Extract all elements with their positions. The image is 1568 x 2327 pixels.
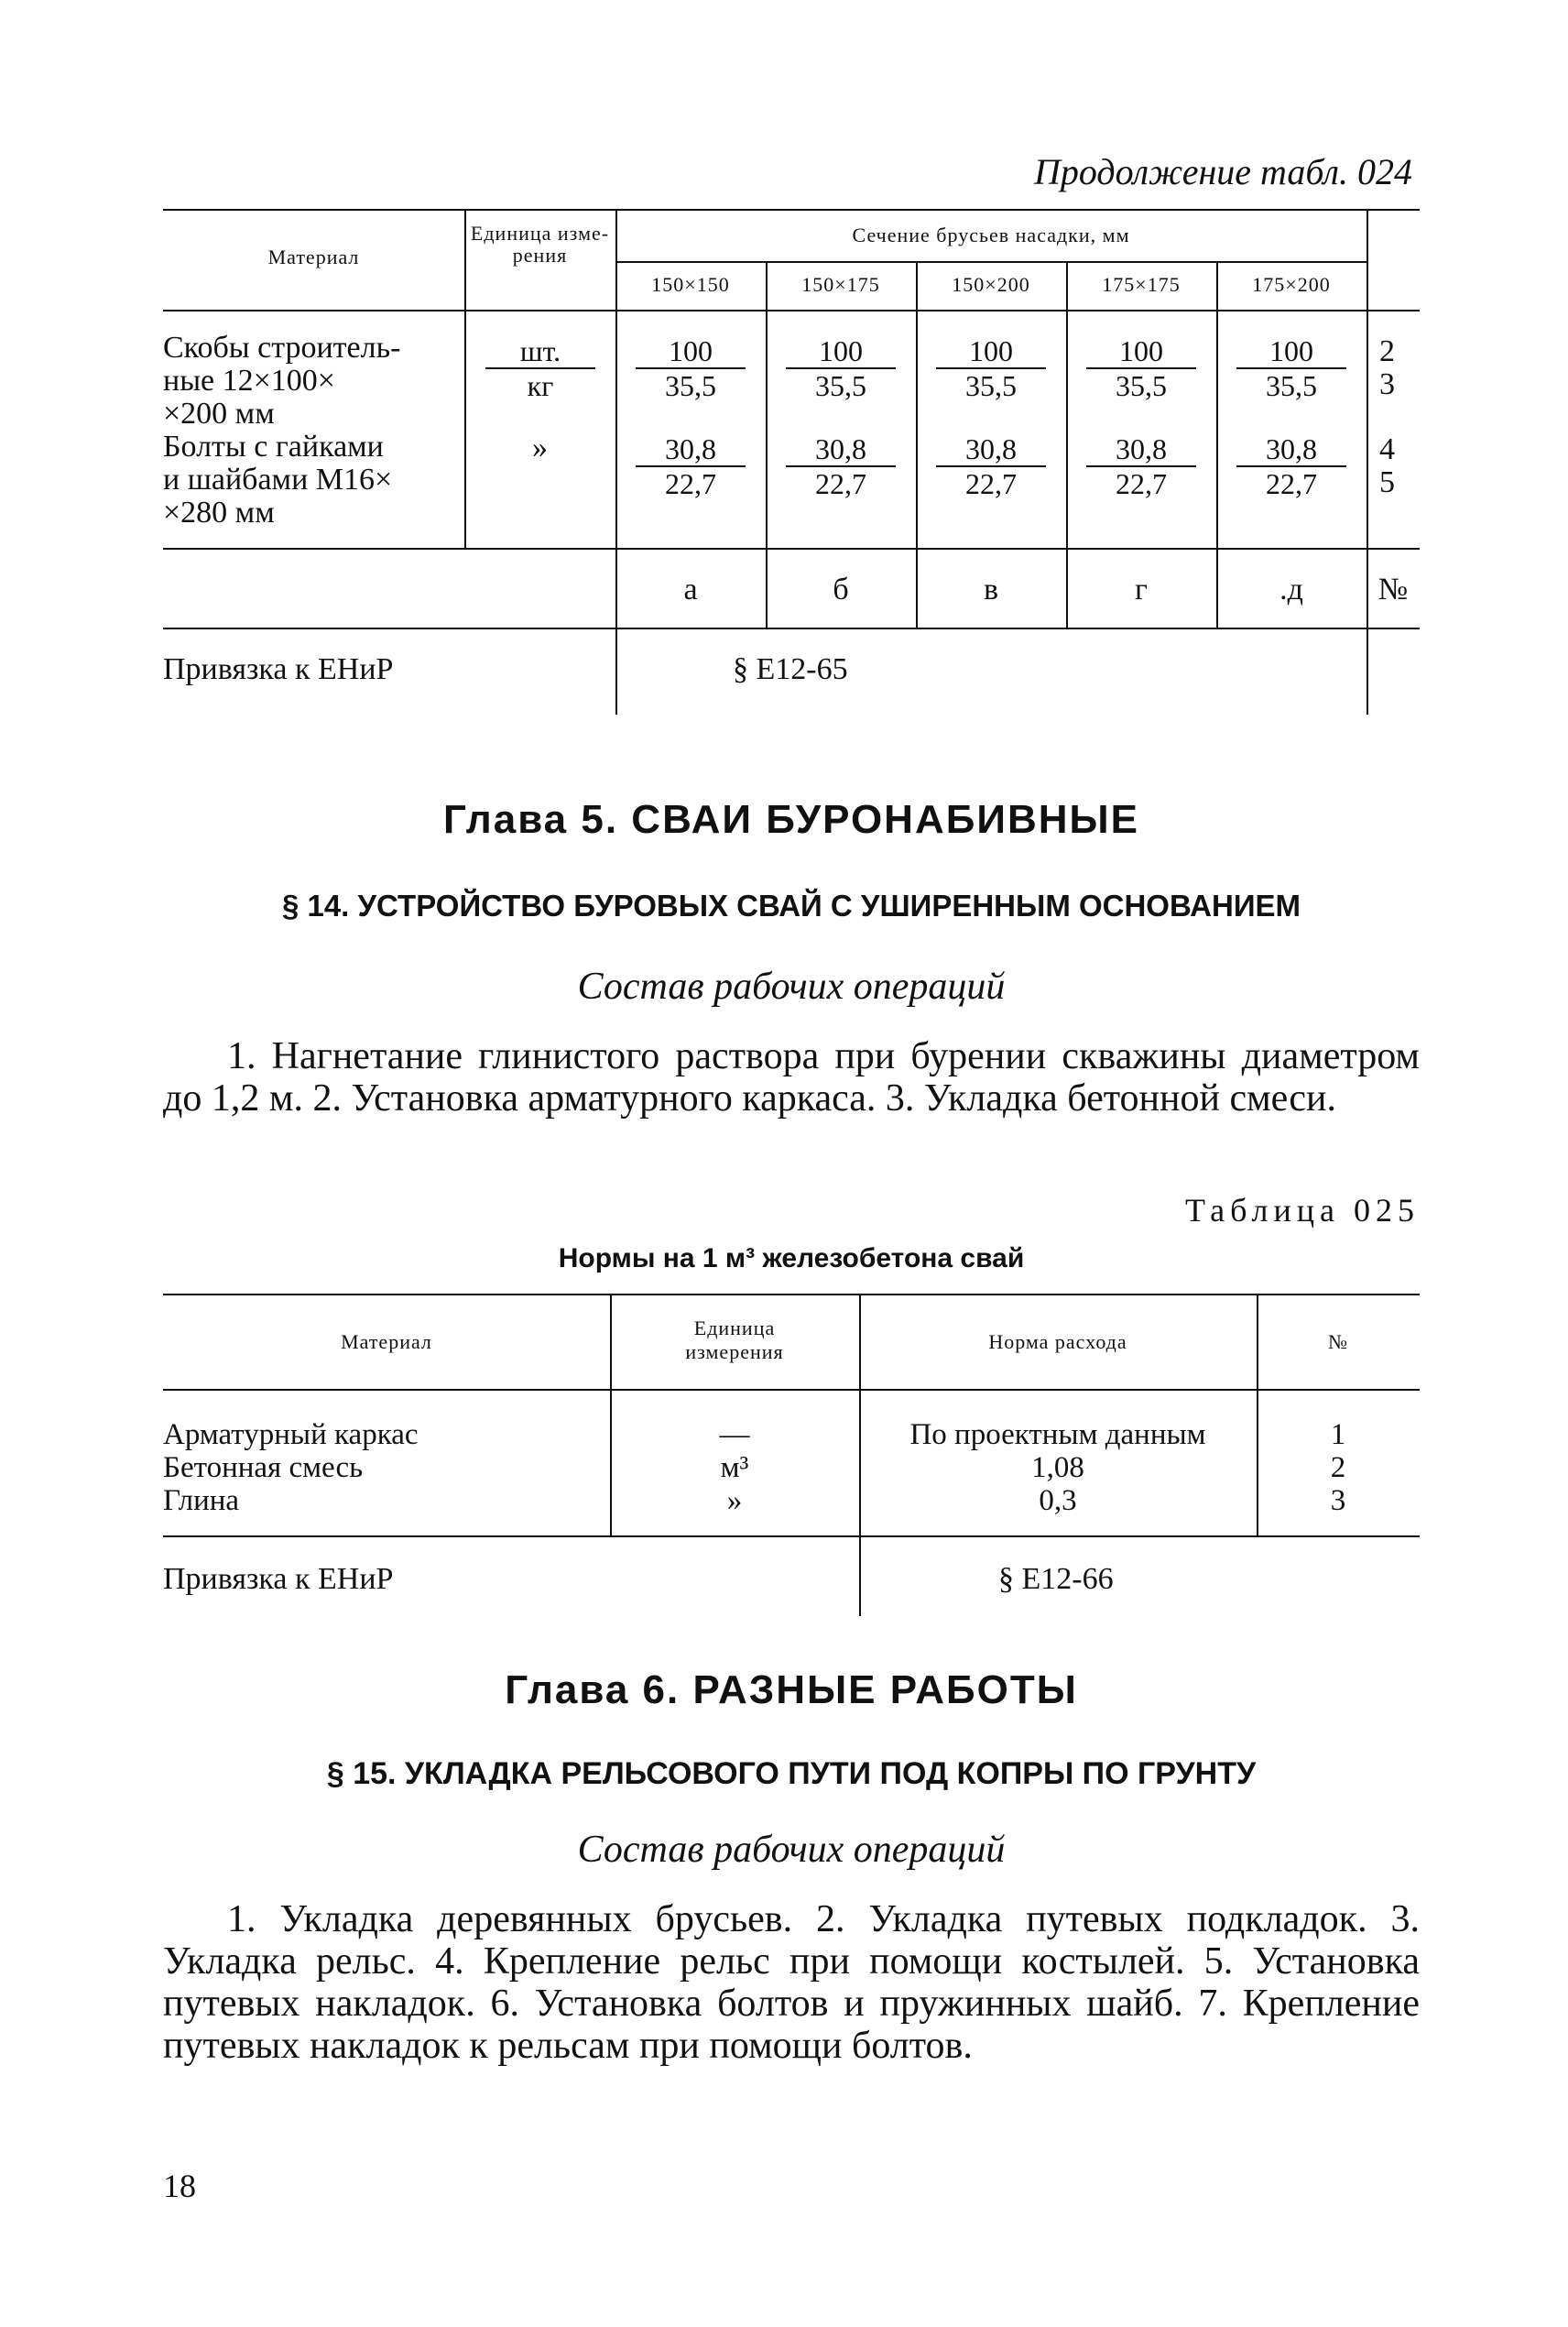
column-letter: в <box>983 573 999 606</box>
section-col-header: 150×200 <box>952 273 1030 296</box>
unit-num: шт. <box>519 334 561 367</box>
value-num: 30,8 <box>1116 432 1167 465</box>
column-letter: г <box>1135 573 1148 606</box>
value-num: 30,8 <box>1266 432 1317 465</box>
value-num: 100 <box>1269 334 1313 367</box>
chapter-6-title: Глава 6. РАЗНЫЕ РАБОТЫ <box>505 1667 1078 1712</box>
material-line: ные 12×100× <box>163 364 335 398</box>
value-num: 100 <box>1119 334 1163 367</box>
enir-label: Привязка к ЕНиР <box>163 652 394 686</box>
value-den: 35,5 <box>936 367 1046 402</box>
value-den: 22,7 <box>636 465 746 500</box>
value-den: 35,5 <box>786 367 896 402</box>
value-cell <box>1086 432 1196 500</box>
col-norm-header: Норма расхода <box>988 1330 1127 1353</box>
chapter-5-title: Глава 5. СВАИ БУРОНАБИВНЫЕ <box>443 797 1139 842</box>
table-row: » <box>726 1484 743 1517</box>
col-material-header: Материал <box>341 1330 432 1353</box>
section-col-header: 150×150 <box>651 273 730 296</box>
value-num: 100 <box>969 334 1013 367</box>
table-row: Бетонная смесь <box>163 1451 364 1484</box>
col-unit-header: Единица изме-рения <box>470 222 610 267</box>
value-cell <box>786 432 896 500</box>
material-line: ×280 мм <box>163 496 275 530</box>
value-cell <box>936 334 1046 402</box>
column-letter: .д <box>1279 573 1303 606</box>
column-letter: а <box>683 573 698 606</box>
value-num: 30,8 <box>665 432 716 465</box>
table-row: 1,08 <box>1031 1451 1084 1484</box>
operations-heading: Состав рабочих операций <box>577 966 1006 1008</box>
value-den: 35,5 <box>1236 367 1346 402</box>
continuation-label: Продолжение табл. 024 <box>1033 151 1412 192</box>
column-letter: б <box>833 573 849 606</box>
value-cell <box>1086 334 1196 402</box>
table-row: 0,3 <box>1039 1484 1077 1517</box>
operations-text: 1. Нагнетание глинистого раствора при бурении скважины диаметром до 1,2 м. 2. Установка арматурного каркаса. 3. Укладка бетонной смеси. <box>163 1035 1420 1120</box>
number-column-label: № <box>1377 573 1409 606</box>
table-row: Глина <box>163 1484 240 1517</box>
value-cell <box>1236 432 1346 500</box>
row-number: 3 <box>1379 367 1395 401</box>
value-cell <box>636 432 746 500</box>
material-cell <box>163 431 456 530</box>
table-row: м³ <box>720 1451 749 1484</box>
section-col-header: 150×175 <box>801 273 880 296</box>
enir-label: Привязка к ЕНиР <box>163 1562 394 1596</box>
value-den: 22,7 <box>1086 465 1196 500</box>
enir-value: § Е12-65 <box>733 652 848 686</box>
value-cell <box>636 334 746 402</box>
unit-cell: » <box>532 431 548 464</box>
material-cell <box>163 332 456 431</box>
material-line: и шайбами М16× <box>163 463 393 497</box>
value-den: 22,7 <box>936 465 1046 500</box>
material-line: Болты с гайками <box>163 430 384 464</box>
material-line: ×200 мм <box>163 397 275 431</box>
value-cell <box>936 432 1046 500</box>
section-14-title: § 14. УСТРОЙСТВО БУРОВЫХ СВАЙ С УШИРЕННЫМ ОСНОВАНИЕМ <box>281 889 1301 923</box>
value-num: 100 <box>669 334 713 367</box>
value-num: 100 <box>819 334 863 367</box>
value-num: 30,8 <box>815 432 866 465</box>
value-den: 22,7 <box>1236 465 1346 500</box>
row-number: 5 <box>1379 465 1395 499</box>
enir-value: § Е12-66 <box>998 1562 1114 1596</box>
col-unit-header: Единица измерения <box>685 1316 784 1363</box>
value-den: 22,7 <box>786 465 896 500</box>
value-cell <box>786 334 896 402</box>
value-den: 35,5 <box>1086 367 1196 402</box>
table-row: Арматурный каркас <box>163 1418 419 1451</box>
section-col-header: 175×200 <box>1252 273 1331 296</box>
value-den: 35,5 <box>636 367 746 402</box>
row-number: 4 <box>1379 432 1395 466</box>
value-num: 30,8 <box>965 432 1017 465</box>
col-no-header: № <box>1328 1330 1348 1353</box>
section-col-header: 175×175 <box>1102 273 1181 296</box>
table-row: 2 <box>1330 1451 1346 1484</box>
page-number: 18 <box>163 2168 196 2204</box>
table-row: По проектным данным <box>909 1418 1206 1451</box>
col-section-header: Сечение брусьев насадки, мм <box>852 224 1130 246</box>
operations-text: 1. Укладка деревянных брусьев. 2. Укладка путевых подкладок. 3. Укладка рельс. 4. Крепление рельс при помощи костылей. 5. Установка путевых накладок. 6. Установка болтов и пружинных шайб. 7. Крепление путевых накладок к рельсам при помощи болтов. <box>163 1898 1420 2067</box>
operations-heading: Состав рабочих операций <box>577 1829 1006 1871</box>
table-row: 3 <box>1330 1484 1346 1517</box>
value-cell <box>1236 334 1346 402</box>
section-15-title: § 15. УКЛАДКА РЕЛЬСОВОГО ПУТИ ПОД КОПРЫ ПО ГРУНТУ <box>326 1756 1257 1791</box>
row-number: 2 <box>1379 334 1395 368</box>
table-row: — <box>719 1418 750 1451</box>
col-material-header: Материал <box>267 246 360 268</box>
table-row: 1 <box>1330 1418 1346 1451</box>
unit-den: кг <box>485 367 595 402</box>
table-025-label: Таблица 025 <box>1185 1192 1420 1229</box>
unit-cell <box>485 334 595 402</box>
table-025-title: Нормы на 1 м³ железобетона свай <box>558 1243 1025 1273</box>
material-line: Скобы строитель- <box>163 331 401 365</box>
